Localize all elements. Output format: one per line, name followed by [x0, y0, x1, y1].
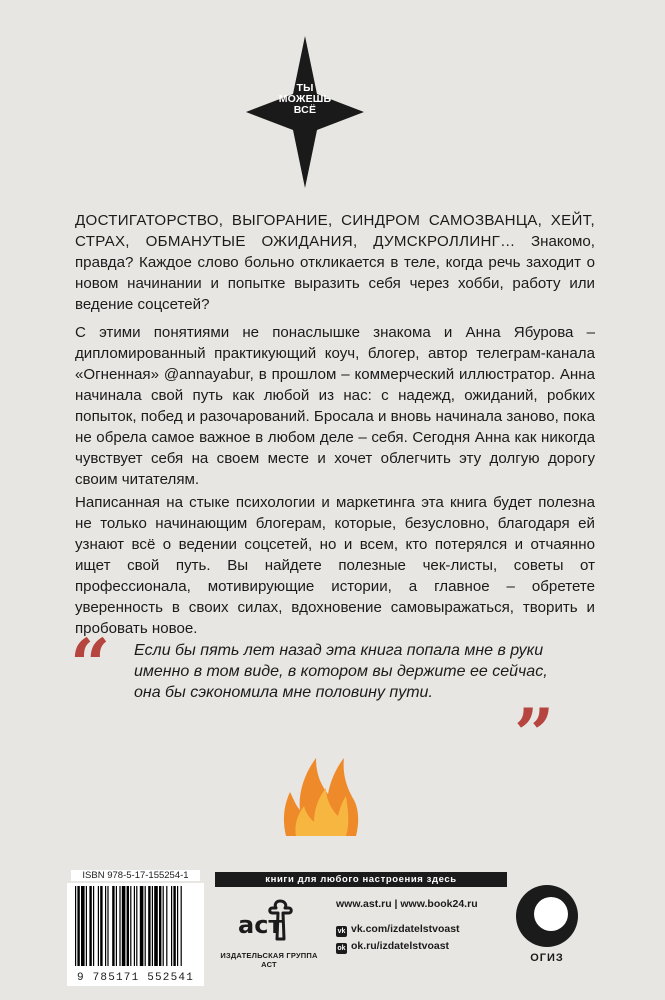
close-quote-icon: ”: [514, 693, 555, 776]
site-links[interactable]: www.ast.ru | www.book24.ru: [336, 898, 478, 910]
flame-icon: [282, 750, 362, 840]
tagline-bar: книги для любого настроения здесь: [215, 872, 507, 887]
barcode-bar: [127, 886, 129, 966]
barcode-number: 9 785171 552541: [76, 972, 195, 984]
barcode-bar: [105, 886, 106, 966]
intro-caps: ДОСТИГАТОРСТВО, ВЫГОРАНИЕ, СИНДРОМ САМОЗВАНЦА, ХЕЙТ, СТРАХ, ОБМАНУТЫЕ ОЖИДАНИЯ, ДУМСКРОЛЛИНГ…: [75, 212, 595, 250]
barcode-bar: [116, 886, 117, 966]
ast-publisher-logo: [236, 893, 298, 945]
barcode-bar: [171, 886, 172, 966]
ok-icon: ok: [337, 945, 346, 952]
testimonial-quote: Если бы пять лет назад эта книга попала мне в руки именно в том виде, в котором вы держите ее сейчас, она бы сэкономила мне половину пути.: [134, 642, 548, 701]
ast-logo-text: aст: [238, 911, 283, 939]
barcode-bar: [152, 886, 153, 966]
barcode-bar: [93, 886, 94, 966]
barcode-bar: [136, 886, 137, 966]
barcode-bar: [148, 886, 150, 966]
badge-line-1: ТЫ: [296, 82, 314, 94]
ogiz-logo-icon: [515, 884, 579, 948]
barcode-bar: [140, 886, 144, 966]
badge-line-3: ВСЁ: [293, 104, 317, 116]
barcode-bar: [77, 886, 79, 966]
barcode-bar: [181, 886, 182, 966]
barcode-bar: [159, 886, 161, 966]
imprint-caption: ОГИЗ: [530, 952, 564, 964]
barcode-bar: [122, 886, 126, 966]
intro-rest: Знакомо, правда? Каждое слово больно откликается в теле, когда речь заходит о новом начинании и попытке выразить себя через хобби, работу или ведение соцсетей?: [75, 233, 595, 313]
vk-link-row[interactable]: [336, 921, 460, 938]
barcode-bar: [163, 886, 164, 966]
barcode: [67, 883, 204, 986]
ok-link[interactable]: ok.ru/izdatelstvoast: [351, 940, 450, 952]
barcode-bar: [154, 886, 158, 966]
barcode-bar: [86, 886, 87, 966]
intro-paragraph: [75, 210, 595, 315]
open-quote-icon: “: [70, 623, 111, 706]
ok-link-row[interactable]: [336, 938, 460, 955]
barcode-bar: [134, 886, 135, 966]
barcode-bar: [107, 886, 108, 966]
barcode-bar: [112, 886, 114, 966]
publisher-caption: ИЗДАТЕЛЬСКАЯ ГРУППА АСТ: [220, 951, 318, 969]
vk-link[interactable]: vk.com/izdatelstvoast: [351, 923, 460, 935]
barcode-bar: [173, 886, 175, 966]
barcode-bar: [166, 886, 167, 966]
barcode-bar: [89, 886, 91, 966]
barcode-bar: [81, 886, 85, 966]
barcode-bar: [75, 886, 76, 966]
barcode-bar: [177, 886, 178, 966]
author-paragraph: С этими понятиями не понаслышке знакома и Анна Ябурова – дипломированный практикующий коуч, блогер, автор телеграм-канала «Огненная» @annayabur, в прошлом – коммерческий иллюстратор. Анна начинала свой путь как любой из нас: с надежд, ожиданий, робких попыток, побед и разочарований. Бросала и вновь начинала заново, пока не обрела самое важное в любом деле – себя. Сегодня Анна как никогда чувствует себя на своем месте и хочет облегчить эту долгую дорогу своим читателям.: [75, 324, 595, 488]
barcode-bar: [100, 886, 102, 966]
book-paragraph: Написанная на стыке психологии и маркетинга эта книга будет полезна не только начинающим блогерам, которые, безусловно, благодаря ей узнают всё о ведении соцсетей, но и всем, кто потерялся и отчаянно ищет свой путь. Вы найдете полезные чек-листы, советы от профессионала, мотивирующие истории, а главное – обретете уверенность в своих силах, вдохновение самовыражаться, творить и пробовать новое.: [75, 494, 595, 637]
barcode-bar: [145, 886, 146, 966]
vk-icon: vk: [337, 928, 346, 935]
barcode-bars: [73, 886, 198, 966]
star-badge-text: [246, 83, 364, 116]
barcode-bar: [98, 886, 99, 966]
barcode-bar: [130, 886, 131, 966]
publisher-links: [336, 898, 478, 955]
isbn-label: ISBN 978-5-17-155254-1: [71, 870, 200, 881]
badge-line-2: МОЖЕШЬ: [278, 93, 332, 105]
barcode-bar: [119, 886, 120, 966]
